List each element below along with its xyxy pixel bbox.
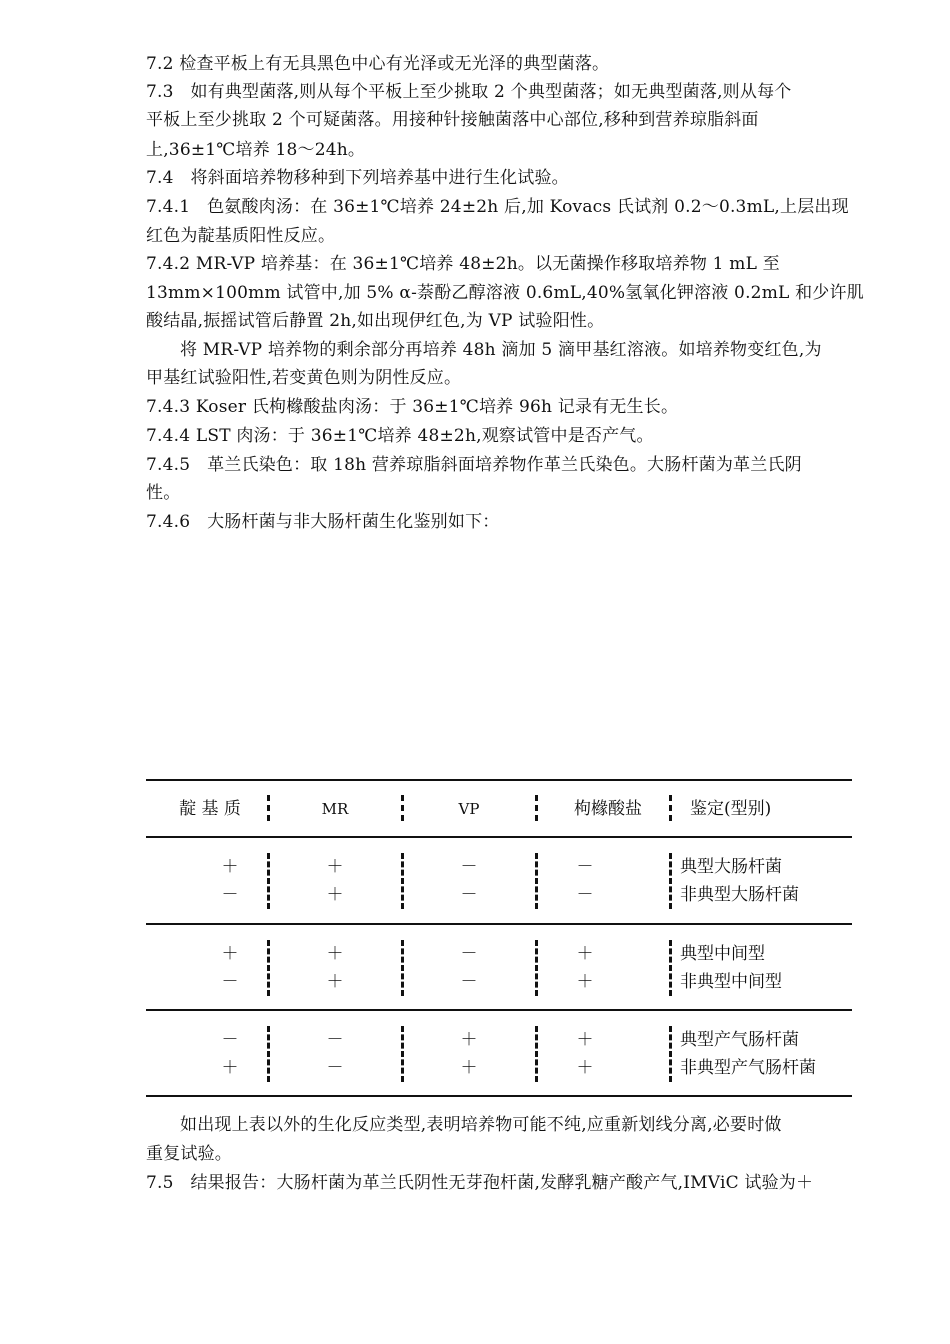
table-header-mr: MR — [321, 800, 349, 818]
table-cell: 非典型产气肠杆菌 — [680, 1058, 816, 1078]
table-top-rule — [146, 779, 852, 781]
table-cell: 典型大肠杆菌 — [680, 857, 782, 877]
table-cell: ＋ — [460, 1030, 478, 1050]
table-col-separator — [669, 1026, 672, 1082]
para-mr-line2: 甲基红试验阳性,若变黄色则为阴性反应。 — [146, 368, 462, 388]
para-7-4: 7.4 将斜面培养物移种到下列培养基中进行生化试验。 — [146, 168, 569, 188]
para-7-4-2-line3: 酸结晶,振摇试管后静置 2h,如出现伊红色,为 VP 试验阳性。 — [146, 311, 605, 331]
table-cell: ＋ — [576, 972, 594, 992]
table-bottom-rule — [146, 1095, 852, 1097]
para-mr-line1: 将 MR-VP 培养物的剩余部分再培养 48h 滴加 5 滴甲基红溶液。如培养物变红色,为 — [180, 340, 822, 360]
table-cell: ＋ — [576, 944, 594, 964]
table-col-separator — [669, 940, 672, 996]
table-group-rule-1 — [146, 923, 852, 925]
para-7-4-2-line1: 7.4.2 MR-VP 培养基：在 36±1℃培养 48±2h。以无菌操作移取培养物 1 mL 至 — [146, 254, 780, 274]
table-cell: － — [221, 972, 239, 992]
para-7-3-line1: 7.3 如有典型菌落,则从每个平板上至少挑取 2 个典型菌落；如无典型菌落,则从每个 — [146, 82, 792, 102]
para-7-4-3: 7.4.3 Koser 氏枸橼酸盐肉汤：于 36±1℃培养 96h 记录有无生长。 — [146, 397, 679, 417]
para-7-4-1-line1: 7.4.1 色氨酸肉汤：在 36±1℃培养 24±2h 后,加 Kovacs 氏试剂 0.2～0.3mL,上层出现 — [146, 197, 849, 217]
table-col-separator — [267, 795, 270, 821]
table-group-rule-2 — [146, 1009, 852, 1011]
para-7-2: 7.2 检查平板上有无具黑色中心有光泽或无光泽的典型菌落。 — [146, 54, 610, 74]
table-col-separator — [535, 795, 538, 821]
table-col-separator — [401, 940, 404, 996]
table-col-separator — [401, 795, 404, 821]
table-cell: － — [460, 944, 478, 964]
table-header-citrate: 枸橼酸盐 — [574, 799, 642, 819]
table-cell: ＋ — [460, 1058, 478, 1078]
table-cell: 典型产气肠杆菌 — [680, 1030, 799, 1050]
para-7-3-line3: 上,36±1℃培养 18～24h。 — [146, 140, 366, 160]
table-col-separator — [669, 853, 672, 909]
table-cell: ＋ — [576, 1058, 594, 1078]
table-header-vp: VP — [458, 800, 480, 818]
para-7-4-5-line2: 性。 — [146, 483, 181, 503]
table-cell: － — [460, 857, 478, 877]
table-header-rule — [146, 836, 852, 838]
table-header-identification: 鉴定(型别) — [690, 799, 772, 819]
table-cell: 非典型中间型 — [680, 972, 782, 992]
para-7-4-2-line2: 13mm×100mm 试管中,加 5% α-萘酚乙醇溶液 0.6mL,40%氢氧化钾溶液 0.2mL 和少许肌 — [146, 283, 864, 303]
table-cell: － — [326, 1030, 344, 1050]
table-cell: － — [221, 885, 239, 905]
table-cell: ＋ — [221, 1058, 239, 1078]
para-7-5: 7.5 结果报告：大肠杆菌为革兰氏阴性无芽孢杆菌,发酵乳糖产酸产气,IMViC 试验为＋ — [146, 1173, 814, 1193]
table-header-indole: 靛 基 质 — [179, 799, 241, 819]
table-cell: － — [576, 857, 594, 877]
table-cell: ＋ — [326, 972, 344, 992]
table-cell: － — [326, 1058, 344, 1078]
para-7-3-line2: 平板上至少挑取 2 个可疑菌落。用接种针接触菌落中心部位,移种到营养琼脂斜面 — [146, 110, 759, 130]
table-cell: － — [460, 972, 478, 992]
table-col-separator — [401, 853, 404, 909]
para-7-4-1-line2: 红色为靛基质阳性反应。 — [146, 226, 336, 246]
table-cell: － — [576, 885, 594, 905]
para-7-4-4: 7.4.4 LST 肉汤：于 36±1℃培养 48±2h,观察试管中是否产气。 — [146, 426, 654, 446]
table-col-separator — [401, 1026, 404, 1082]
table-cell: － — [460, 885, 478, 905]
table-cell: ＋ — [221, 944, 239, 964]
table-cell: ＋ — [221, 857, 239, 877]
para-after-table-line2: 重复试验。 — [146, 1144, 232, 1164]
para-7-4-6: 7.4.6 大肠杆菌与非大肠杆菌生化鉴别如下： — [146, 512, 500, 532]
para-7-4-5-line1: 7.4.5 革兰氏染色：取 18h 营养琼脂斜面培养物作革兰氏染色。大肠杆菌为革兰氏阴 — [146, 455, 802, 475]
table-cell: ＋ — [326, 944, 344, 964]
para-after-table-line1: 如出现上表以外的生化反应类型,表明培养物可能不纯,应重新划线分离,必要时做 — [180, 1115, 782, 1135]
table-cell: － — [221, 1030, 239, 1050]
table-col-separator — [669, 795, 672, 821]
table-cell: ＋ — [326, 857, 344, 877]
table-cell: ＋ — [576, 1030, 594, 1050]
table-cell: 典型中间型 — [680, 944, 765, 964]
table-cell: ＋ — [326, 885, 344, 905]
table-cell: 非典型大肠杆菌 — [680, 885, 799, 905]
